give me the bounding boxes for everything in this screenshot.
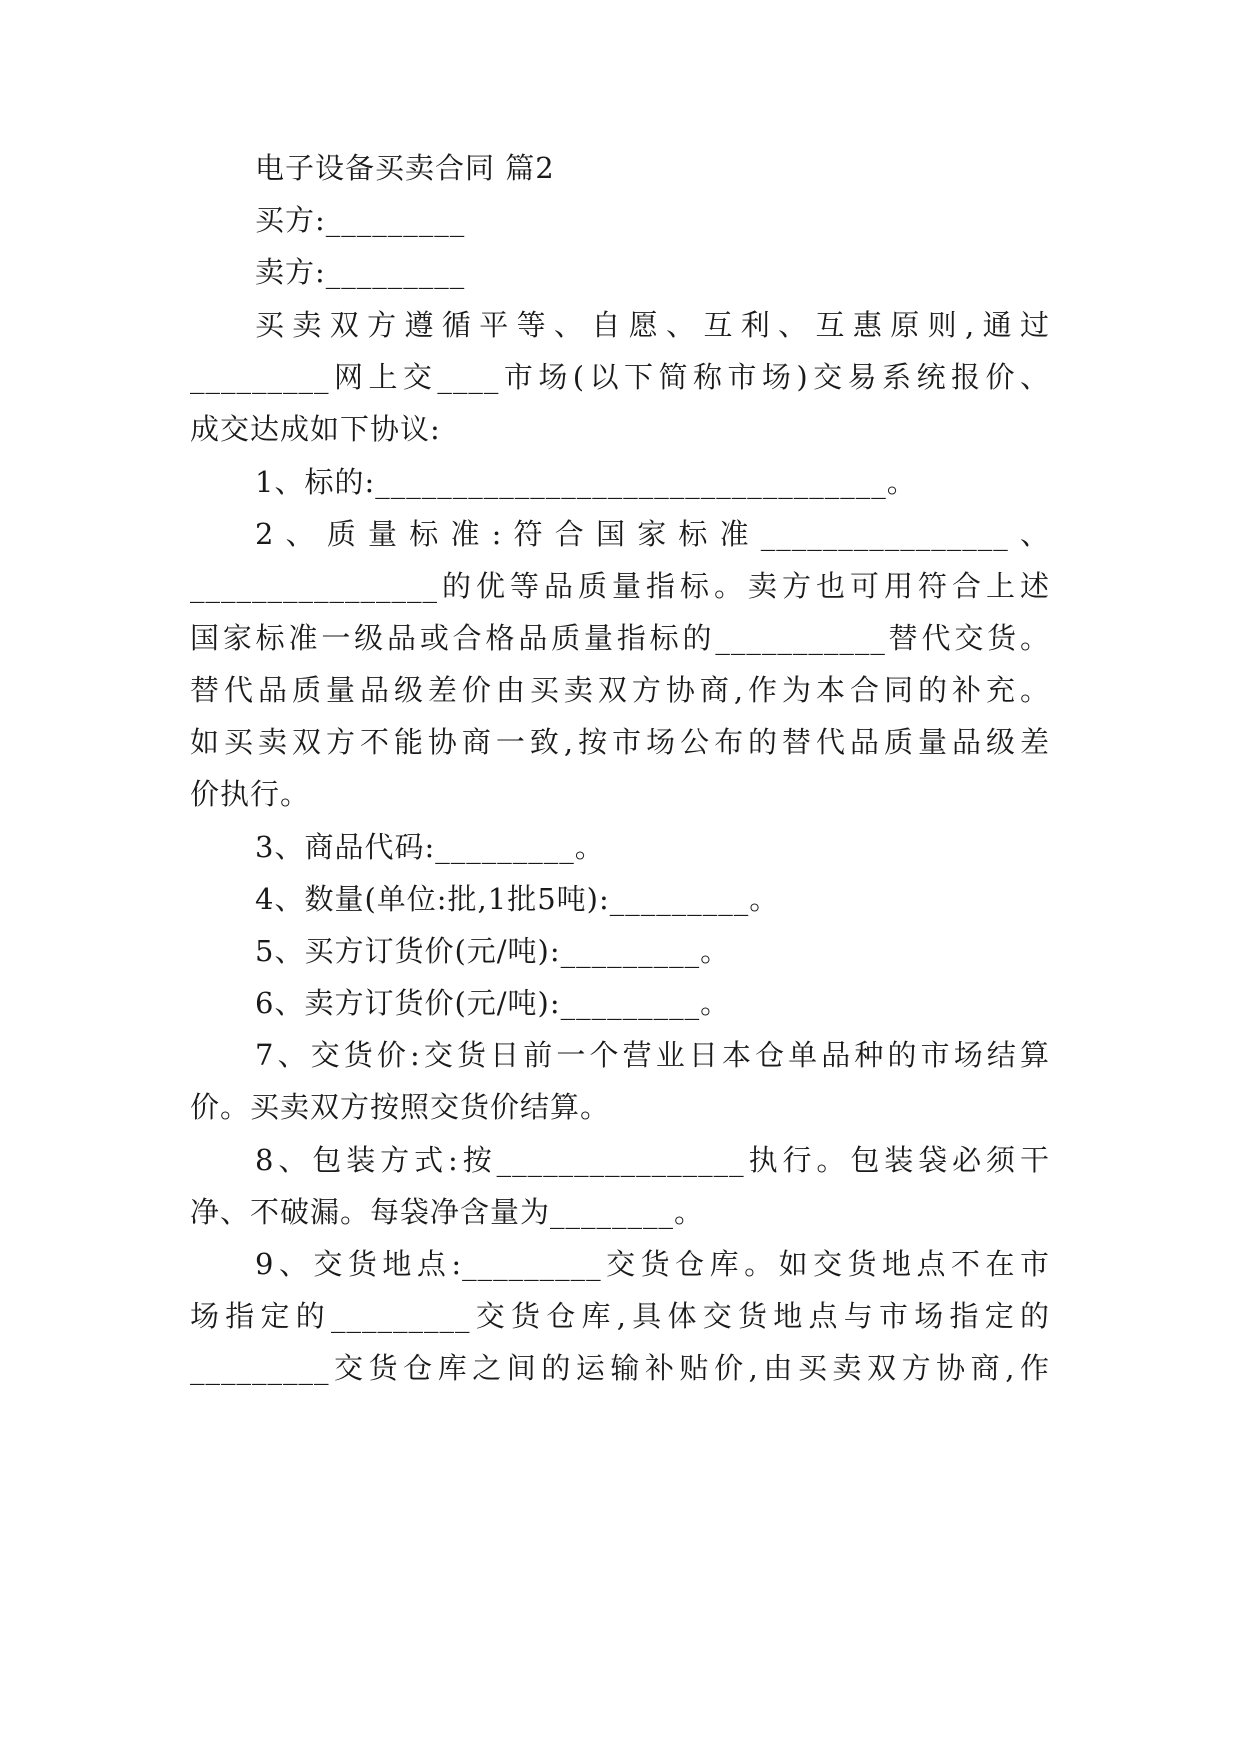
paragraph-line: 买卖双方遵循平等、自愿、互利、互惠原则,通过 bbox=[255, 308, 1050, 342]
paragraph-line: 价执行。 bbox=[190, 777, 311, 811]
clause-6: 6、卖方订货价(元/吨):_________。 bbox=[255, 986, 731, 1020]
paragraph-line: 国家标准一级品或合格品质量指标的___________替代交货。 bbox=[190, 621, 1050, 655]
clause-5: 5、买方订货价(元/吨):_________。 bbox=[255, 934, 731, 968]
document-title: 电子设备买卖合同 篇2 bbox=[255, 151, 555, 185]
paragraph-line: 成交达成如下协议: bbox=[190, 412, 441, 446]
clause-2: 2、质量标准:符合国家标准________________、 bbox=[255, 517, 1050, 551]
paragraph-line: 价。买卖双方按照交货价结算。 bbox=[190, 1090, 611, 1124]
seller-line: 卖方:_________ bbox=[255, 255, 466, 289]
clause-1: 1、标的:_________________________________。 bbox=[255, 465, 917, 499]
buyer-line: 买方:_________ bbox=[255, 203, 466, 237]
paragraph-line: 场指定的_________交货仓库,具体交货地点与市场指定的 bbox=[190, 1299, 1050, 1333]
paragraph-line: 如买卖双方不能协商一致,按市场公布的替代品质量品级差 bbox=[190, 725, 1050, 759]
clause-3: 3、商品代码:_________。 bbox=[255, 830, 605, 864]
paragraph-line: ________________的优等品质量指标。卖方也可用符合上述 bbox=[190, 569, 1050, 603]
paragraph-line: _________网上交____市场(以下简称市场)交易系统报价、 bbox=[190, 360, 1050, 394]
clause-7: 7、交货价:交货日前一个营业日本仓单品种的市场结算 bbox=[255, 1038, 1050, 1072]
clause-4: 4、数量(单位:批,1批5吨):_________。 bbox=[255, 882, 780, 916]
paragraph-line: 净、不破漏。每袋净含量为________。 bbox=[190, 1195, 705, 1229]
paragraph-line: _________交货仓库之间的运输补贴价,由买卖双方协商,作 bbox=[190, 1351, 1050, 1385]
paragraph-line: 替代品质量品级差价由买卖双方协商,作为本合同的补充。 bbox=[190, 673, 1050, 707]
clause-8: 8、包装方式:按________________执行。包装袋必须干 bbox=[255, 1143, 1050, 1177]
clause-9: 9、交货地点:_________交货仓库。如交货地点不在市 bbox=[255, 1247, 1050, 1281]
